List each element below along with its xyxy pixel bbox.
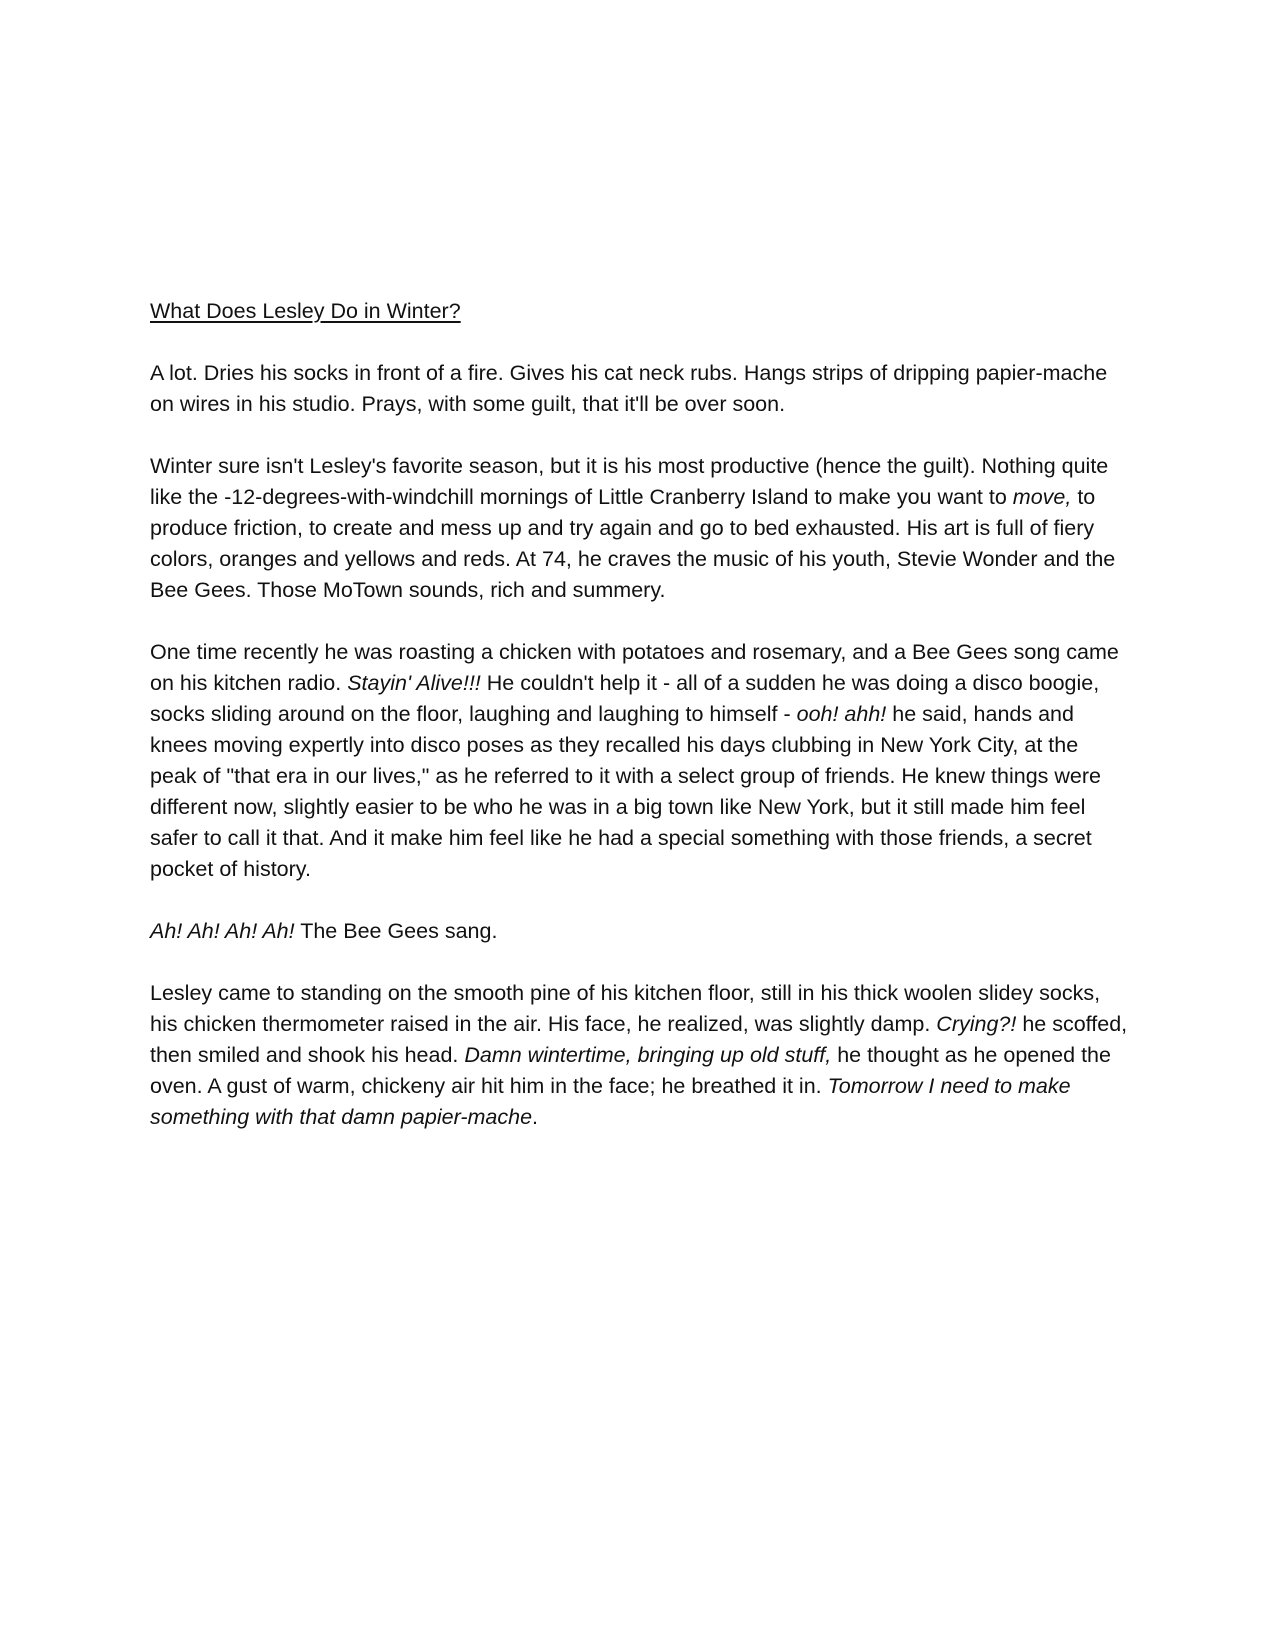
text-segment: to produce friction, to create and mess up and try again and go to bed exhausted. His art is full of fiery colors, oranges and yellows and reds. At 74, he craves the music of his youth, Stevie Wonder and the Bee Gees. Those MoTown sounds, rich and summery. (150, 485, 1116, 602)
document-body (150, 296, 1130, 1133)
italic-text-segment: ooh! ahh! (796, 702, 887, 726)
paragraph (150, 451, 1130, 606)
text-segment: he thought as he opened the oven. A gust of warm, chickeny air hit him in the face; he breathed it in. (150, 1043, 1111, 1098)
document-title: What Does Lesley Do in Winter? (150, 299, 461, 323)
text-segment: he scoffed, then smiled and shook his head. (150, 1012, 1128, 1067)
text-segment: One time recently he was roasting a chicken with potatoes and rosemary, and a Bee Gees song came on his kitchen radio. (150, 640, 1119, 695)
italic-text-segment: Stayin' Alive!!! (347, 671, 481, 695)
text-segment: Winter sure isn't Lesley's favorite season, but it is his most productive (hence the guilt). Nothing quite like the -12-degrees-with-windchill mornings of Little Cranberry Island to make you want to (150, 454, 1109, 509)
italic-text-segment: Crying?! (936, 1012, 1017, 1036)
italic-text-segment: Damn wintertime, bringing up old stuff, (464, 1043, 832, 1067)
italic-text-segment: move, (1012, 485, 1072, 509)
text-segment: The Bee Gees sang. (294, 919, 498, 943)
paragraph (150, 358, 1130, 420)
text-segment: he said, hands and knees moving expertly into disco poses as they recalled his days clubbing in New York City, at the peak of "that era in our lives," as he referred to it with a select group of friends. He knew things were different now, slightly easier to be who he was in a big town like New York, but it still made him feel safer to call it that. And it make him feel like he had a special something with those friends, a secret pocket of history. (150, 702, 1101, 881)
text-segment: Lesley came to standing on the smooth pine of his kitchen floor, still in his thick woolen slidey socks, his chicken thermometer raised in the air. His face, he realized, was slightly damp. (150, 981, 1101, 1036)
italic-text-segment: Tomorrow I need to make something with that damn papier-mache (150, 1074, 1071, 1129)
italic-text-segment: Ah! Ah! Ah! Ah! (150, 919, 295, 943)
text-segment: A lot. Dries his socks in front of a fire. Gives his cat neck rubs. Hangs strips of dripping papier-mache on wires in his studio. Prays, with some guilt, that it'll be over soon. (150, 361, 1108, 416)
paragraph (150, 916, 1130, 947)
text-segment: He couldn't help it - all of a sudden he was doing a disco boogie, socks sliding around on the floor, laughing and laughing to himself - (150, 671, 1100, 726)
paragraph (150, 978, 1130, 1133)
text-segment: . (532, 1105, 539, 1129)
paragraph (150, 637, 1130, 885)
paragraph-list (150, 358, 1130, 1133)
